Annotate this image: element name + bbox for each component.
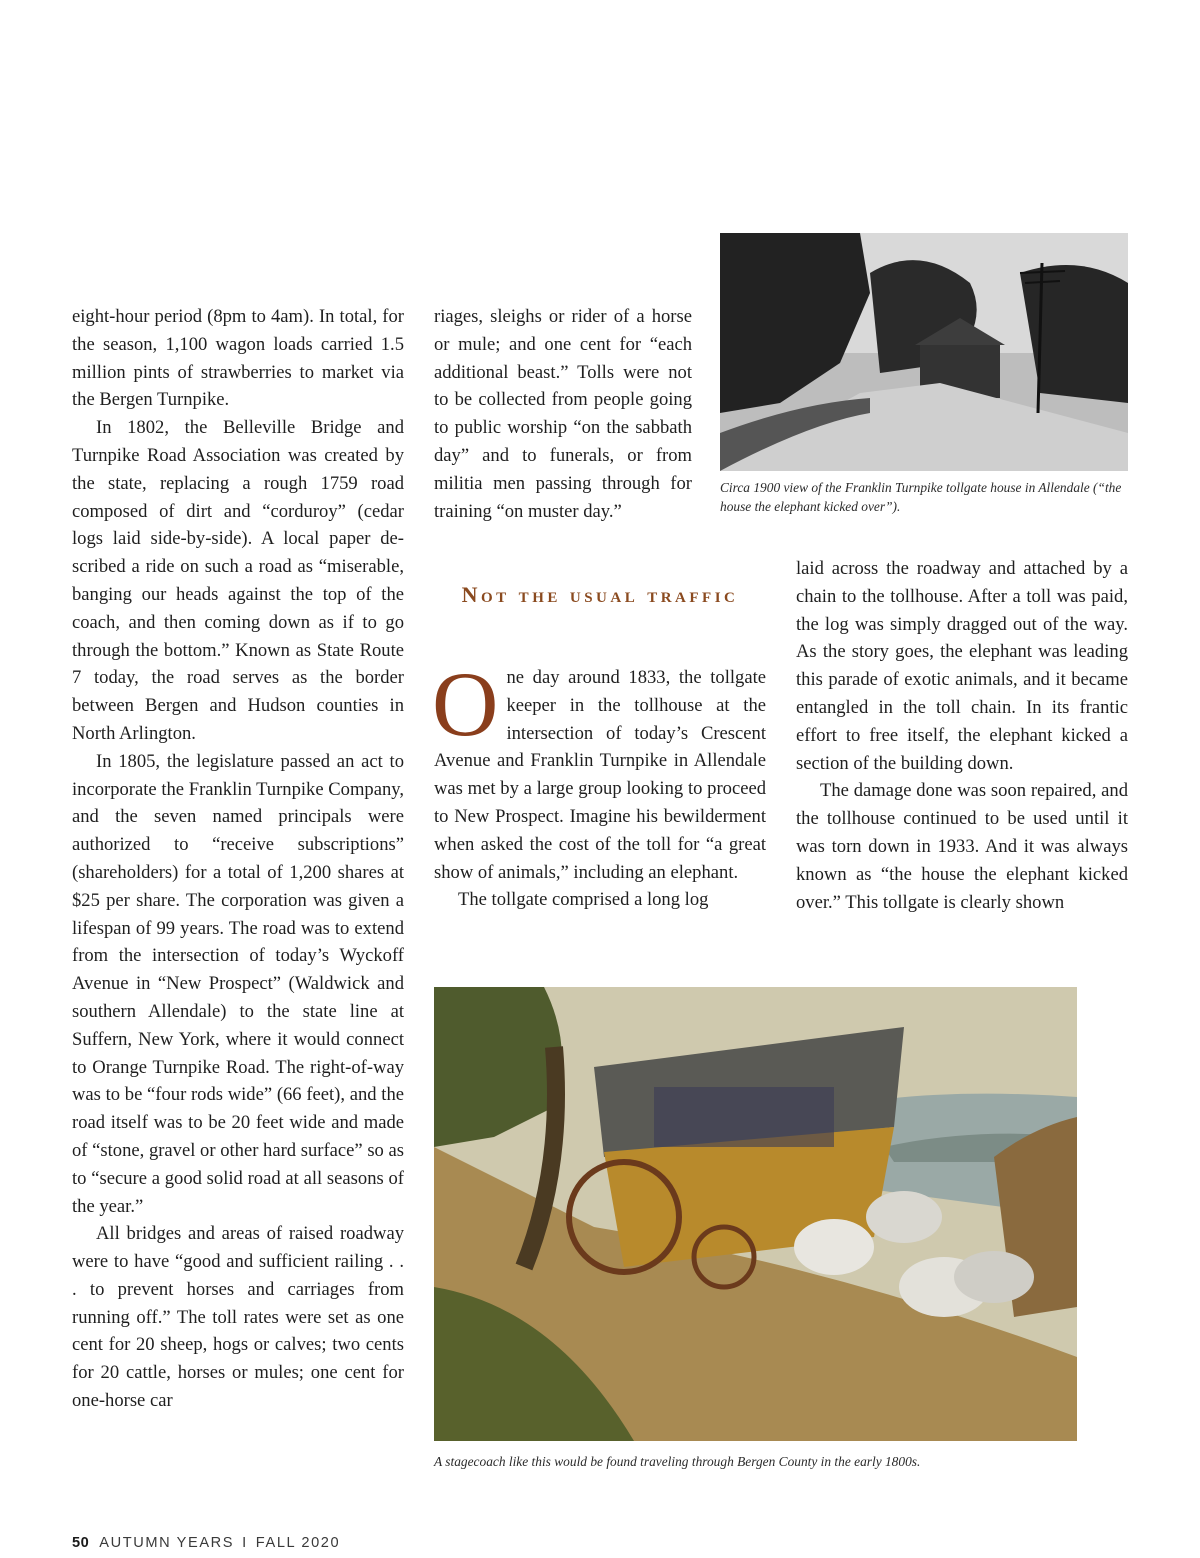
- issue-date: FALL 2020: [255, 1535, 341, 1551]
- drop-cap: O: [432, 653, 499, 755]
- paragraph: laid across the roadway and attached by a chain to the tollhouse. After a toll was paid, the log was simply dragged out of the way. As the story goes, the elephant was leading this parade of exotic animals, and it became entangled in the toll chain. In its frantic effort to free itself, the elephant kicked a section of the building down.: [796, 558, 1128, 774]
- paragraph: In 1802, the Belleville Bridge and Turnpike Road Association was created by the state, replacing a rough 1759 road composed of dirt and “corduroy” (cedar logs laid side-by-side). A local paper described a ride on such a road as “miserable, banging our heads against the top of the coach, and then coming down as if to go through the bottom.” Known as State Route 7 today, the road serves as the border between Bergen and Hudson counties in North Arlington.: [72, 417, 404, 744]
- article-column-1: [72, 303, 404, 1415]
- paragraph-with-dropcap: [432, 653, 766, 886]
- page-footer: [72, 1535, 340, 1551]
- paragraph-text: ne day around 1833, the tollgate keeper in the tollhouse at the intersection of today’s Crescent Avenue and Franklin Turnpike in Allendale was met by a large group looking to proceed to New Prospect. Imagine his bewilderment when asked the cost of the toll for “a great show of animals,” including an elephant.: [434, 667, 766, 883]
- page-number: 50: [72, 1535, 90, 1551]
- stagecoach-painting: [434, 987, 1077, 1441]
- article-column-3: [796, 555, 1128, 916]
- tollhouse-photo-illustration: [720, 233, 1128, 471]
- article-column-2: [432, 653, 766, 914]
- footer-separator: I: [242, 1535, 248, 1551]
- paragraph: riages, sleighs or rider of a horse or mule; and one cent for “each additional beast.” Tolls were not to be collected from people going to public worship “on the sabbath day” and to funerals, or from militia men passing through for training “on muster day.”: [434, 306, 692, 522]
- paragraph: The tollgate comprised a long log: [458, 889, 709, 911]
- tollhouse-photo: [720, 233, 1128, 471]
- section-heading: Not the usual traffic: [461, 582, 739, 607]
- paragraph: All bridges and areas of raised roadway were to have “good and sufficient railing . . . to prevent horses and carriages from running off.” The toll rates were set as one cent for 20 sheep, hogs or calves; two cents for 20 cattle, horses or mules; one cent for one-horse car: [72, 1223, 404, 1412]
- article-column-2-top: [434, 303, 692, 525]
- tollhouse-photo-caption: Circa 1900 view of the Franklin Turnpike tollgate house in Allendale (“the house the elephant kicked over”).: [720, 480, 1122, 514]
- stagecoach-painting-caption: A stagecoach like this would be found traveling through Bergen County in the early 1800s.: [434, 1454, 921, 1469]
- magazine-name: AUTUMN YEARS: [99, 1535, 235, 1551]
- stagecoach-painting-illustration: [434, 987, 1077, 1441]
- paragraph: In 1805, the legislature passed an act to incorporate the Franklin Turnpike Company, and the seven named principals were authorized to “receive subscriptions” (shareholders) for a total of 1,200 shares at $25 per share. The corporation was given a lifespan of 99 years. The road was to extend from the intersection of today’s Wyckoff Avenue in “New Prospect” (Waldwick and southern Allendale) to the state line at Suffern, New York, where it would connect to Orange Turnpike Road. The right-of-way was to be “four rods wide” (66 feet), and the road itself was to be 20 feet wide and made of “stone, gravel or other hard surface” so as to “secure a good solid road at all seasons of the year.”: [72, 750, 404, 1217]
- paragraph: The damage done was soon repaired, and the tollhouse continued to be used until it was torn down in 1933. And it was always known as “the house the elephant kicked over.” This tollgate is clearly shown: [796, 780, 1128, 913]
- paragraph: eight-hour period (8pm to 4am). In total, for the season, 1,100 wagon loads carried 1.5 million pints of strawberries to market via the Bergen Turnpike.: [72, 306, 404, 411]
